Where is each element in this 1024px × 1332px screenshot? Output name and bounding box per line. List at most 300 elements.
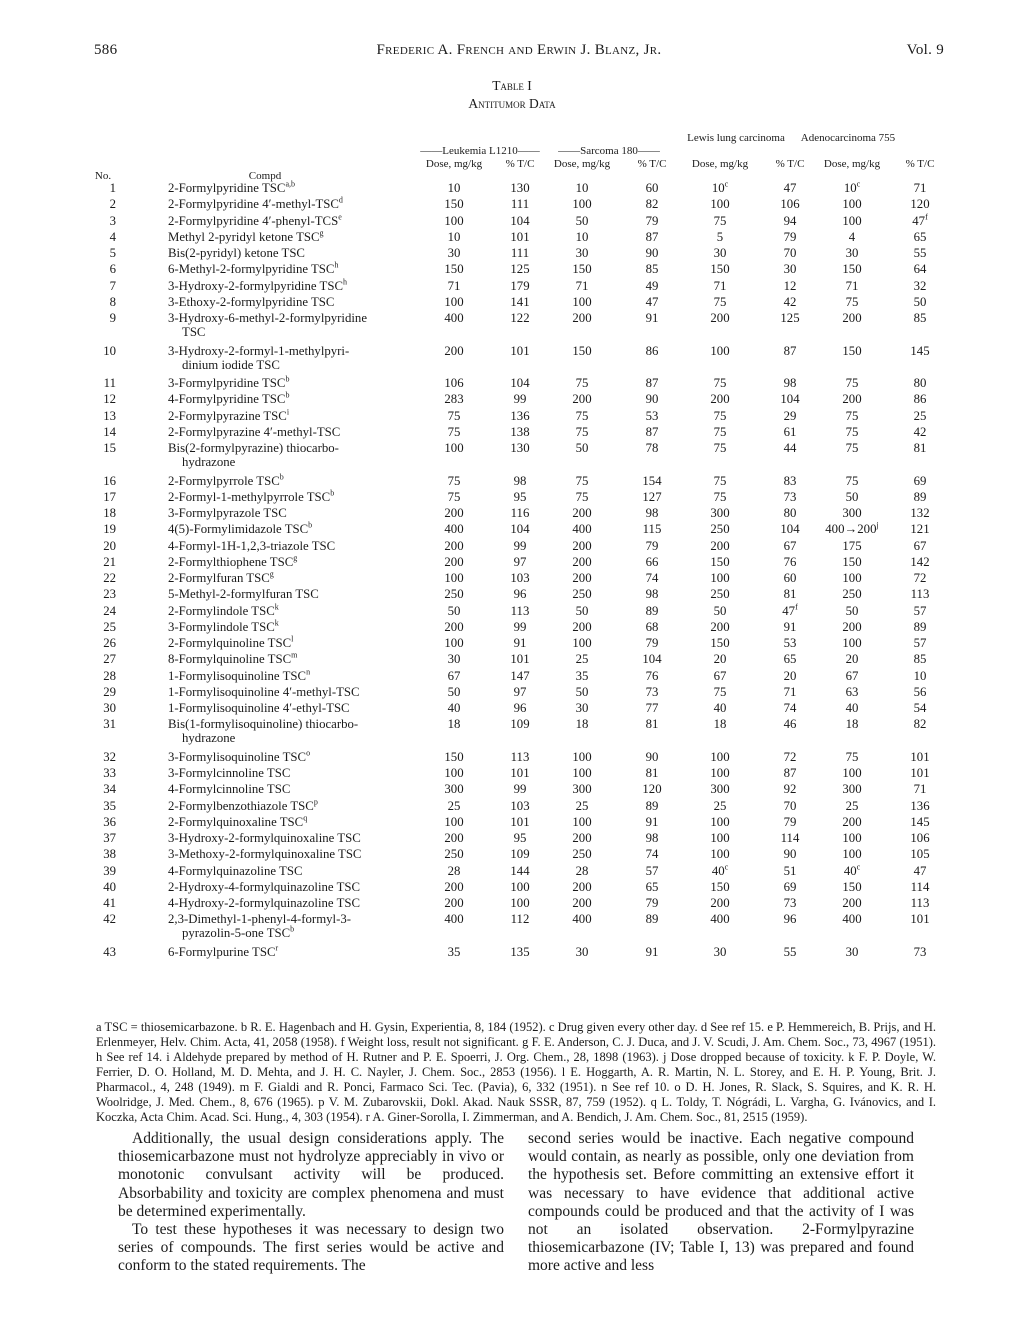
tc-value: 101 xyxy=(910,766,930,780)
dose-value: 100 xyxy=(842,213,862,228)
dose-value: 100 xyxy=(572,294,592,309)
tc-value: 101 xyxy=(510,343,530,358)
dose-value: 75 xyxy=(447,408,461,423)
group-header-lewis: Lewis lung carcinoma xyxy=(687,132,785,144)
dose-value: 75 xyxy=(713,294,727,309)
compound-name: 2-Formylfuran TSC$^g$ xyxy=(168,569,274,585)
dose-value: 100 xyxy=(444,814,464,829)
row-number: 31 xyxy=(103,717,116,732)
row-number: 42 xyxy=(103,912,116,927)
dose-value: 10$^c$ xyxy=(843,179,861,195)
tc-value: 12 xyxy=(783,278,797,293)
tc-value: 87 xyxy=(645,376,659,390)
dose-value: 25 xyxy=(845,798,859,813)
dose-value: 200 xyxy=(572,831,592,845)
dose-value: 71 xyxy=(713,278,727,293)
dose-value: 100 xyxy=(710,847,730,862)
dose-value: 250 xyxy=(710,522,730,537)
tc-value: 51 xyxy=(783,863,797,878)
compound-name: Bis(1-formylisoquinoline) thiocarbo- hydrazone xyxy=(168,717,359,746)
tc-value: 82 xyxy=(645,197,659,212)
tc-value: 122 xyxy=(510,311,530,325)
dose-value: 200 xyxy=(572,554,592,569)
dose-value: 200 xyxy=(842,311,862,325)
tc-value: 125 xyxy=(780,311,800,325)
dose-value: 300 xyxy=(710,782,730,797)
dose-value: 30 xyxy=(713,246,727,260)
tc-value: 79 xyxy=(645,213,659,228)
tc-value: 79 xyxy=(645,896,659,910)
group-header-sarcoma: ——Sarcoma 180—— xyxy=(558,145,660,157)
dose-value: 30 xyxy=(713,944,727,959)
dose-value: 200 xyxy=(842,392,862,407)
row-number: 39 xyxy=(103,863,116,878)
tc-value: 60 xyxy=(645,181,659,195)
tc-value: 103 xyxy=(510,571,530,585)
tc-value: 72 xyxy=(783,749,797,764)
tc-value: 89 xyxy=(645,912,659,927)
tc-value: 30 xyxy=(783,262,797,277)
compound-name: 6-Formylpurine TSC$^r$ xyxy=(168,943,279,959)
tc-value: 69 xyxy=(783,879,797,894)
compound-name: 2-Formylpyrazine TSC$^i$ xyxy=(168,407,290,423)
dose-value: 200 xyxy=(572,392,592,407)
tc-value: 81 xyxy=(783,587,797,602)
tc-value: 98 xyxy=(783,376,797,390)
dose-value: 100 xyxy=(710,343,730,358)
dose-value: 250 xyxy=(572,587,592,602)
row-number: 11 xyxy=(103,376,116,390)
tc-value: 10 xyxy=(913,668,927,683)
tc-value: 79 xyxy=(783,814,797,829)
dose-value: 150 xyxy=(710,636,730,650)
compound-name: 4-Formylcinnoline TSC xyxy=(168,782,291,797)
row-number: 20 xyxy=(103,538,116,553)
dose-value: 150 xyxy=(444,262,464,277)
tc-value: 179 xyxy=(510,278,530,293)
tc-value: 97 xyxy=(513,684,527,699)
tc-value: 70 xyxy=(783,798,797,813)
tc-value: 42 xyxy=(783,294,797,309)
compound-name: 4(5)-Formylimidazole TSC$^b$ xyxy=(168,520,313,537)
row-number: 1 xyxy=(109,181,116,195)
dose-value: 200 xyxy=(842,896,862,910)
dose-value: 50 xyxy=(713,603,727,618)
tc-value: 47 xyxy=(783,181,797,195)
dose-value: 200 xyxy=(572,506,592,520)
tc-value: 104 xyxy=(510,213,530,228)
dose-value: 200 xyxy=(444,879,464,894)
dose-value: 20 xyxy=(845,652,859,667)
tc-value: 54 xyxy=(913,701,927,715)
tc-value: 104 xyxy=(780,522,800,537)
tc-value: 114 xyxy=(780,831,800,845)
tc-value: 71 xyxy=(913,181,927,195)
tc-value: 100 xyxy=(510,879,530,894)
tc-value: 135 xyxy=(510,944,530,959)
dose-value: 30 xyxy=(447,652,461,667)
compound-name: 4-Formylquinazoline TSC xyxy=(168,863,303,878)
dose-value: 63 xyxy=(845,684,859,699)
tc-value: 96 xyxy=(783,912,797,927)
tc-value: 113 xyxy=(510,603,530,618)
tc-value: 145 xyxy=(910,814,930,829)
tc-value: 92 xyxy=(783,782,797,797)
dose-value: 75 xyxy=(575,489,589,504)
tc-value: 20 xyxy=(783,668,797,683)
subheader-tc: % T/C xyxy=(505,158,535,170)
tc-value: 60 xyxy=(783,571,797,585)
subheader-tc: % T/C xyxy=(775,158,805,170)
dose-value: 200 xyxy=(572,538,592,553)
dose-value: 100 xyxy=(710,766,730,780)
tc-value: 81 xyxy=(913,441,927,455)
compound-name: 1-Formylisoquinoline TSC$^n$ xyxy=(168,667,311,683)
compound-name: 6-Methyl-2-formylpyridine TSC$^h$ xyxy=(168,260,339,277)
volume-number: Vol. 9 xyxy=(906,42,944,58)
tc-value: 127 xyxy=(642,489,662,504)
dose-value: 18 xyxy=(575,717,589,732)
tc-value: 101 xyxy=(510,229,530,244)
row-number: 27 xyxy=(103,652,116,667)
dose-value: 100 xyxy=(572,749,592,764)
compound-name: 2-Formylquinoxaline TSC$^q$ xyxy=(168,813,308,829)
dose-value: 200 xyxy=(444,538,464,553)
tc-value: 136 xyxy=(910,798,930,813)
dose-value: 200 xyxy=(710,619,730,634)
tc-value: 95 xyxy=(513,831,527,845)
tc-value: 87 xyxy=(783,343,797,358)
dose-value: 250 xyxy=(710,587,730,602)
row-number: 30 xyxy=(103,701,116,715)
dose-value: 150 xyxy=(842,262,862,277)
tc-value: 101 xyxy=(910,912,930,927)
row-number: 13 xyxy=(103,408,116,423)
tc-value: 91 xyxy=(645,311,659,325)
compound-name: 3-Formylpyridine TSC$^b$ xyxy=(168,374,290,390)
dose-value: 40 xyxy=(845,701,859,715)
compound-name: 4-Formylpyridine TSC$^b$ xyxy=(168,390,290,407)
dose-value: 100 xyxy=(444,766,464,780)
tc-value: 115 xyxy=(642,522,662,537)
running-head-authors: Frederic A. French and Erwin J. Blanz, Jr. xyxy=(376,42,662,58)
dose-value: 200 xyxy=(710,392,730,407)
dose-value: 100 xyxy=(444,294,464,309)
tc-value: 142 xyxy=(910,554,930,569)
tc-value: 141 xyxy=(510,294,530,309)
row-number: 18 xyxy=(103,506,116,520)
tc-value: 104 xyxy=(510,522,530,537)
tc-value: 91 xyxy=(645,944,659,959)
tc-value: 94 xyxy=(783,213,797,228)
tc-value: 49 xyxy=(645,278,659,293)
dose-value: 75 xyxy=(713,489,727,504)
compound-name: 3-Formylisoquinoline TSC$^o$ xyxy=(168,748,311,764)
subheader-tc: % T/C xyxy=(905,158,935,170)
dose-value: 200 xyxy=(710,896,730,910)
tc-value: 91 xyxy=(783,619,797,634)
tc-value: 57 xyxy=(913,603,927,618)
compound-name: 2-Formylpyrrole TSC$^b$ xyxy=(168,472,284,488)
tc-value: 89 xyxy=(913,619,927,634)
dose-value: 300 xyxy=(572,782,592,797)
tc-value: 97 xyxy=(513,554,527,569)
dose-value: 75 xyxy=(713,408,727,423)
tc-value: 74 xyxy=(783,701,797,715)
row-number: 38 xyxy=(103,847,116,862)
tc-value: 113 xyxy=(510,749,530,764)
tc-value: 80 xyxy=(913,376,927,390)
dose-value: 30 xyxy=(575,944,589,959)
compound-name: 3-Hydroxy-2-formylpyridine TSC$^h$ xyxy=(168,277,347,293)
row-number: 4 xyxy=(109,229,116,244)
tc-value: 86 xyxy=(913,392,927,407)
dose-value: 50 xyxy=(845,489,859,504)
row-number: 36 xyxy=(103,814,116,829)
row-number: 24 xyxy=(103,603,116,618)
dose-value: 35 xyxy=(575,668,589,683)
tc-value: 86 xyxy=(645,343,659,358)
tc-value: 100 xyxy=(510,896,530,910)
table-label: Table I xyxy=(492,78,532,93)
dose-value: 5 xyxy=(716,229,724,244)
dose-value: 100 xyxy=(444,636,464,650)
subheader-tc: % T/C xyxy=(637,158,667,170)
tc-value: 111 xyxy=(510,246,530,260)
dose-value: 200 xyxy=(572,879,592,894)
row-number: 12 xyxy=(103,392,116,407)
subheader-dose: Dose, mg/kg xyxy=(823,158,881,170)
paragraph: To test these hypotheses it was necessary to design two series of compounds. The first series would be active and conform to the stated requirements. The xyxy=(118,1221,504,1275)
dose-value: 150 xyxy=(710,554,730,569)
dose-value: 150 xyxy=(842,554,862,569)
dose-value: 75 xyxy=(713,213,727,228)
tc-value: 50 xyxy=(913,294,927,309)
dose-value: 50 xyxy=(447,684,461,699)
row-number: 21 xyxy=(103,554,116,569)
compound-name: 1-Formylisoquinoline 4′-ethyl-TSC xyxy=(168,701,350,715)
row-number: 15 xyxy=(103,441,116,455)
compound-name: 3-Methoxy-2-formylquinoxaline TSC xyxy=(168,847,362,862)
tc-value: 99 xyxy=(513,538,527,553)
compound-name: 1-Formylisoquinoline 4′-methyl-TSC xyxy=(168,684,360,699)
dose-value: 75 xyxy=(845,376,859,390)
tc-value: 47$^f$ xyxy=(912,212,928,228)
row-number: 28 xyxy=(103,668,116,683)
tc-value: 90 xyxy=(783,847,797,862)
tc-value: 109 xyxy=(510,717,530,732)
row-number: 43 xyxy=(103,944,116,959)
tc-value: 98 xyxy=(645,587,659,602)
dose-value: 250 xyxy=(842,587,862,602)
dose-value: 100 xyxy=(842,197,862,212)
dose-value: 100 xyxy=(444,571,464,585)
dose-value: 200 xyxy=(572,571,592,585)
tc-value: 29 xyxy=(783,408,797,423)
compound-name: 3-Formylindole TSC$^k$ xyxy=(168,618,279,634)
tc-value: 136 xyxy=(510,408,530,423)
dose-value: 30 xyxy=(845,944,859,959)
row-number: 26 xyxy=(103,636,116,650)
row-number: 29 xyxy=(103,684,116,699)
dose-value: 25 xyxy=(575,652,589,667)
dose-value: 100 xyxy=(842,636,862,650)
compound-name: 5-Methyl-2-formylfuran TSC xyxy=(168,587,319,602)
tc-value: 44 xyxy=(783,441,797,455)
row-number: 35 xyxy=(103,798,116,813)
tc-value: 47$^f$ xyxy=(782,602,798,618)
tc-value: 99 xyxy=(513,619,527,634)
tc-value: 91 xyxy=(513,636,527,650)
dose-value: 71 xyxy=(845,278,859,293)
row-number: 34 xyxy=(103,782,116,797)
dose-value: 25 xyxy=(447,798,461,813)
dose-value: 35 xyxy=(447,944,461,959)
dose-value: 200 xyxy=(572,619,592,634)
tc-value: 73 xyxy=(783,896,797,910)
tc-value: 130 xyxy=(510,181,530,195)
dose-value: 400 xyxy=(572,912,592,927)
dose-value: 100 xyxy=(572,636,592,650)
dose-value: 200 xyxy=(444,619,464,634)
tc-value: 103 xyxy=(510,798,530,813)
tc-value: 89 xyxy=(913,489,927,504)
tc-value: 90 xyxy=(645,246,659,260)
tc-value: 106 xyxy=(780,197,800,212)
row-number: 32 xyxy=(103,749,116,764)
subheader-dose: Dose, mg/kg xyxy=(425,158,483,170)
dose-value: 50 xyxy=(575,213,589,228)
row-number: 8 xyxy=(109,294,116,309)
dose-value: 150 xyxy=(444,197,464,212)
dose-value: 150 xyxy=(842,343,862,358)
dose-value: 75 xyxy=(575,376,589,390)
dose-value: 400 xyxy=(710,912,730,927)
row-number: 3 xyxy=(109,213,116,228)
tc-value: 90 xyxy=(645,749,659,764)
compound-name: 2-Formylpyridine TSC$^{a,b}$ xyxy=(168,179,295,195)
tc-value: 46 xyxy=(783,717,797,732)
dose-value: 200 xyxy=(572,896,592,910)
dose-value: 40 xyxy=(713,701,727,715)
tc-value: 67 xyxy=(913,538,927,553)
dose-value: 283 xyxy=(444,392,464,407)
row-number: 5 xyxy=(109,246,116,260)
dose-value: 200 xyxy=(444,506,464,520)
dose-value: 28 xyxy=(447,863,461,878)
tc-value: 98 xyxy=(513,473,527,488)
header-compd: Compd xyxy=(248,170,282,182)
dose-value: 40$^c$ xyxy=(843,862,861,878)
dose-value: 75 xyxy=(575,408,589,423)
paragraph: Additionally, the usual design considerations apply. The thiosemicarbazone must not hydrolyze appreciably in vivo or monotonic convulsant activity will be produced. Absorbability and toxicity are complex phenomena and must be determined experimentally. xyxy=(118,1130,504,1220)
compound-name: 2-Formylpyrazine 4′-methyl-TSC xyxy=(168,424,341,439)
dose-value: 10$^c$ xyxy=(711,179,729,195)
tc-value: 25 xyxy=(913,408,927,423)
compound-name: 2-Formylbenzothiazole TSC$^p$ xyxy=(168,797,318,813)
dose-value: 10 xyxy=(447,181,461,195)
dose-value: 100 xyxy=(842,831,862,845)
dose-value: 100 xyxy=(572,197,592,212)
tc-value: 130 xyxy=(510,441,530,455)
dose-value: 100 xyxy=(572,814,592,829)
dose-value: 200 xyxy=(572,311,592,325)
row-number: 7 xyxy=(109,278,116,293)
tc-value: 56 xyxy=(913,684,927,699)
dose-value: 300 xyxy=(842,782,862,797)
dose-value: 75 xyxy=(447,473,461,488)
compound-name: 2-Formylpyridine 4′-methyl-TSC$^d$ xyxy=(168,195,343,212)
tc-value: 79 xyxy=(645,636,659,650)
tc-value: 82 xyxy=(913,717,927,732)
dose-value: 75 xyxy=(575,424,589,439)
tc-value: 76 xyxy=(783,554,797,569)
dose-value: 25 xyxy=(713,798,727,813)
dose-value: 100 xyxy=(842,571,862,585)
compound-name: 2-Hydroxy-4-formylquinazoline TSC xyxy=(168,879,361,894)
dose-value: 400 xyxy=(444,311,464,325)
dose-value: 250 xyxy=(444,847,464,862)
row-number: 16 xyxy=(103,473,116,488)
dose-value: 150 xyxy=(842,879,862,894)
tc-value: 70 xyxy=(783,246,797,260)
tc-value: 109 xyxy=(510,847,530,862)
table-title: Antitumor Data xyxy=(468,96,556,111)
dose-value: 4 xyxy=(848,229,856,244)
compound-name: 2-Formylindole TSC$^k$ xyxy=(168,602,279,618)
tc-value: 121 xyxy=(910,522,930,537)
dose-value: 75 xyxy=(845,424,859,439)
compound-name: 2-Formylpyridine 4′-phenyl-TCS$^e$ xyxy=(168,212,342,228)
dose-value: 50 xyxy=(575,441,589,455)
tc-value: 65 xyxy=(645,879,659,894)
dose-value: 20 xyxy=(713,652,727,667)
tc-value: 73 xyxy=(913,944,927,959)
compound-name: 4-Hydroxy-2-formylquinazoline TSC xyxy=(168,896,361,910)
dose-value: 150 xyxy=(444,749,464,764)
tc-value: 104 xyxy=(510,376,530,390)
tc-value: 113 xyxy=(910,896,930,910)
tc-value: 65 xyxy=(783,652,797,667)
dose-value: 106 xyxy=(444,376,464,390)
tc-value: 116 xyxy=(510,506,530,520)
dose-value: 75 xyxy=(713,376,727,390)
dose-value: 400 xyxy=(444,912,464,927)
compound-name: 3-Formylpyrazole TSC xyxy=(168,506,287,520)
tc-value: 47 xyxy=(913,863,927,878)
paragraph: second series would be inactive. Each negative compound would contain, as nearly as possible, only one deviation from the hypothesis set. Before committing an extensive effort it was necessary to have evidence that additional active compounds could be produced and that the activity of I was not an isolated observation. 2-Formylpyrazine thiosemicarbazone (IV; Table I, 13) was prepared and found more active and less xyxy=(528,1130,914,1275)
dose-value: $400\to 200^j$ xyxy=(825,520,879,537)
dose-value: 67 xyxy=(447,668,461,683)
tc-value: 85 xyxy=(645,262,659,277)
dose-value: 100 xyxy=(710,831,730,845)
tc-value: 74 xyxy=(645,571,659,585)
compound-name: 3-Formylcinnoline TSC xyxy=(168,766,291,780)
subheader-dose: Dose, mg/kg xyxy=(691,158,749,170)
tc-value: 98 xyxy=(645,506,659,520)
tc-value: 95 xyxy=(513,489,527,504)
tc-value: 83 xyxy=(783,473,797,488)
tc-value: 77 xyxy=(645,701,659,715)
body-text-left-column xyxy=(118,1130,504,1276)
dose-value: 400 xyxy=(444,522,464,537)
compound-name: Methyl 2-pyridyl ketone TSC$^g$ xyxy=(168,228,324,244)
dose-value: 100 xyxy=(572,766,592,780)
dose-value: 200 xyxy=(444,343,464,358)
tc-value: 85 xyxy=(913,311,927,325)
subheader-dose: Dose, mg/kg xyxy=(553,158,611,170)
tc-value: 87 xyxy=(783,766,797,780)
